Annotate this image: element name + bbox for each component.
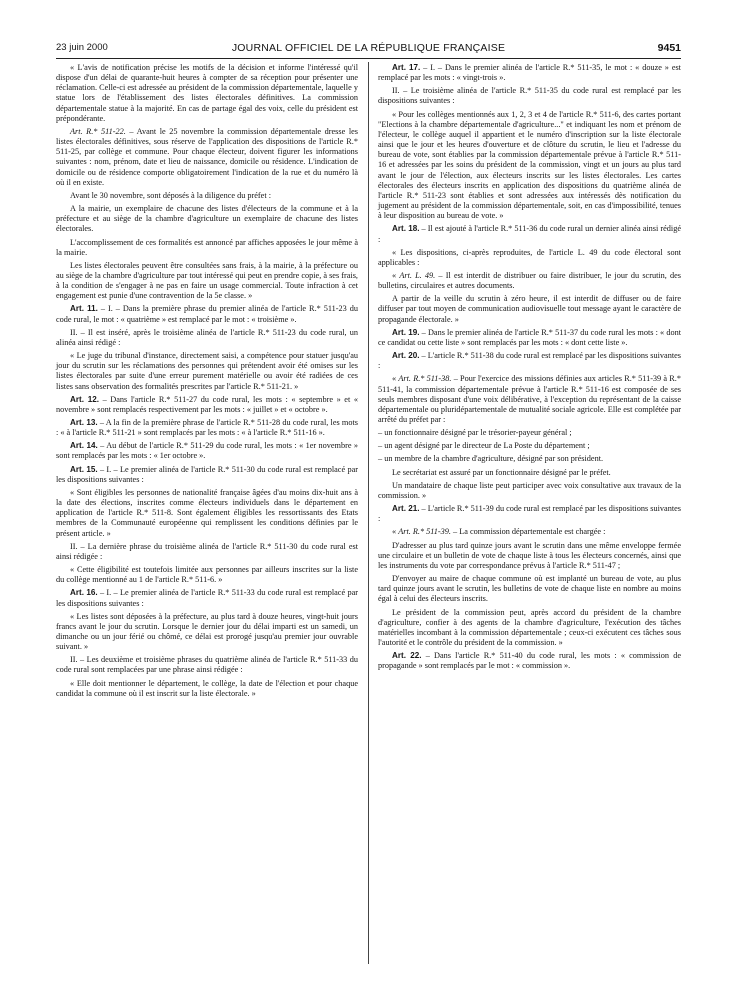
paragraph: Un mandataire de chaque liste peut participer avec voix consultative aux travaux de la commission. » (378, 480, 681, 500)
paragraph: « Elle doit mentionner le département, le collège, la date de l'élection et pour chaque candidat la commune où il est inscrit sur la liste électorale. » (56, 678, 358, 698)
paragraph: « Art. R.* 511-39. – La commission départementale est chargée : (392, 527, 606, 537)
page-number: 9451 (657, 42, 681, 54)
paragraph: Le président de la commission peut, après accord du président de la chambre d'agriculture, confier à des agents de la chambre d'agriculture, l'exécution des tâches matérielles incombant à la commission départementale ; ceux-ci exécutent ces tâches sous l'autorité et le contrôle du président de la commission. » (378, 607, 681, 647)
list-item: – un agent désigné par le directeur de La Poste du département ; (378, 441, 590, 451)
article-paragraph: Art. 21. – L'article R.* 511-39 du code rural est remplacé par les dispositions suivantes : (378, 504, 681, 524)
left-column (56, 63, 358, 702)
paragraph: « Sont éligibles les personnes de nationalité française âgées d'au moins dix-huit ans à la date des élections, inscrites comme électeurs individuels dans le département en application de l'article R.* 511-8. Sont également éligibles les ressortissants des Etats membres de la Communauté européenne qui remplissent les conditions définies par le présent article. » (56, 487, 358, 538)
page-header (56, 42, 681, 56)
article-paragraph: Art. 13. – A la fin de la première phrase de l'article R.* 511-28 du code rural, les mots : « à l'article R.* 511-21 » sont remplacés par les mots : « à l'article R.* 511-16 ». (56, 418, 358, 438)
paragraph: « Pour les collèges mentionnés aux 1, 2, 3 et 4 de l'article R.* 511-6, des cartes portant "Elections à la chambre départementale d'agriculture..." et indiquant les nom et prénom de l'électeur, le collège auquel il appartient et le numéro d'inscription sur la liste électorale ainsi que le jour et les heures d'ouverture et de clôture du scrutin, le lieu et l'adresse du bureau de vote, sont établies par la commission départementale prévue à l'article R.* 511-16 et adressées par les soins du président de la commission, vingt et un jours au plus tard avant le jour de l'élection, aux électeurs inscrits sur les listes électorales. Les cartes électorales des électeurs inscrits en application des dispositions du quatrième alinéa de l'article R.* 511-23 sont établies et sont adressées aux intéressés dès notification du jugement au président de la commission départementale, soit, en cas d'impossibilité, tenues à leur disposition au bureau de vote. » (378, 109, 681, 221)
paragraph: Art. R.* 511-22. – Avant le 25 novembre la commission départementale dresse les listes électorales définitives, sous réserve de l'application des dispositions de l'article R.* 511-25, par collège et commune. Pour chaque électeur, doivent figurer les informations suivantes : nom, prénom, date et lieu de naissance, domicile ou résidence. L'indication de domicile ou de résidence comporte obligatoirement l'indication de la rue et du numéro là où il en existe. (56, 126, 358, 187)
paragraph: Les listes électorales peuvent être consultées sans frais, à la mairie, à la préfecture ou au siège de la chambre d'agriculture par tout intéressé qui peut en prendre copie, à ses frais, à la condition de s'engager à ne pas en faire un usage commercial. Toute infraction à cet engagement est punie d'une contravention de la 5e classe. » (56, 260, 358, 301)
article-paragraph: Art. 22. – Dans l'article R.* 511-40 du code rural, les mots : « commission de propagande » sont remplacés par le mot : « commission ». (378, 651, 681, 671)
paragraph: D'adresser au plus tard quinze jours avant le scrutin dans une même enveloppe fermée une circulaire et un bulletin de vote de chaque liste à tous les électeurs concernés, ainsi que les instruments du vote par correspondance prévus à l'article R.* 511-47 ; (378, 540, 681, 570)
paragraph: « Le juge du tribunal d'instance, directement saisi, a compétence pour statuer jusqu'au jour du scrutin sur les réclamations des personnes qui prétendent avoir été omises sur les listes électorales par suite d'une erreur purement matérielle ou avoir été radiées de ces listes sans observation des formalités prescrites par l'article R.* 511-21. » (56, 351, 358, 391)
paragraph: D'envoyer au maire de chaque commune où est implanté un bureau de vote, au plus tard quinze jours avant le scrutin, les bulletins de vote de chaque liste en nombre au moins égal à celui des électeurs inscrits. (378, 574, 681, 604)
issue-date: 23 juin 2000 (56, 42, 108, 53)
article-paragraph: Art. 17. – I. – Dans le premier alinéa de l'article R.* 511-35, le mot : « douze » est remplacé par les mots : « vingt-trois ». (378, 63, 681, 83)
column-divider (368, 62, 369, 964)
article-paragraph: Art. 19. – Dans le premier alinéa de l'article R.* 511-37 du code rural les mots : « dont ce candidat ou cette liste » sont remplacés par les mots : « dont cette liste ». (378, 327, 681, 347)
list-item: – un fonctionnaire désigné par le trésorier-payeur général ; (378, 428, 572, 438)
paragraph: II. – La dernière phrase du troisième alinéa de l'article R.* 511-30 du code rural est ainsi rédigée : (56, 541, 358, 561)
paragraph: « L'avis de notification précise les motifs de la décision et informe l'intéressé qu'il dispose d'un délai de quarante-huit heures à compter de sa réception pour présenter une réclamation. Celle-ci est adressée au président de la commission départementale, laquelle y statue lors de l'établissement des listes électorales définitives. La commission départementale statue à la majorité. En cas de partage égal des voix, celle du président est prépondérante. (56, 63, 358, 123)
article-paragraph: Art. 16. – I. – Le premier alinéa de l'article R.* 511-33 du code rural est remplacé par les dispositions suivantes : (56, 588, 358, 608)
paragraph: « Les listes sont déposées à la préfecture, au plus tard à douze heures, vingt-huit jours francs avant le jour du scrutin. Lorsque le dernier jour du délai imparti est un samedi, un dimanche ou un jour férié ou chômé, ce délai est prorogé jusqu'au premier jour ouvrable suivant. » (56, 611, 358, 652)
paragraph: « Les dispositions, ci-après reproduites, de l'article L. 49 du code électoral sont applicables : (378, 247, 681, 267)
journal-title: JOURNAL OFFICIEL DE LA RÉPUBLIQUE FRANÇAISE (231, 42, 506, 54)
article-paragraph: Art. 11. – I. – Dans la première phrase du premier alinéa de l'article R.* 511-23 du code rural, le mot : « quatrième » est remplacé par le mot : « troisième ». (56, 304, 358, 324)
paragraph: « Cette éligibilité est toutefois limitée aux personnes par ailleurs inscrites sur la liste du collège mentionné au 1 de l'article R.* 511-6. » (56, 565, 358, 585)
list-item: – un membre de la chambre d'agriculture, désigné par son président. (378, 454, 604, 464)
paragraph: Avant le 30 novembre, sont déposés à la diligence du préfet : (70, 190, 271, 200)
article-paragraph: Art. 12. – Dans l'article R.* 511-27 du code rural, les mots : « septembre » et « novembre » sont remplacés respectivement par les mots : « juillet » et « octobre ». (56, 394, 358, 414)
paragraph: « Art. R.* 511-38. – Pour l'exercice des missions définies aux articles R.* 511-39 à R.* 511-41, la commission départementale prévue à l'article R.* 511-16 est composée de ses seuls membres disposant d'une voix délibérative, à l'exception du représentant de la caisse départementale ou pluridépartementale de mutualité sociale agricole. Elle est complétée par arrêté du préfet par : (378, 374, 681, 424)
article-paragraph: Art. 15. – I. – Le premier alinéa de l'article R.* 511-30 du code rural est remplacé par les dispositions suivantes : (56, 464, 358, 484)
paragraph: Le secrétariat est assuré par un fonctionnaire désigné par le préfet. (392, 467, 611, 477)
article-paragraph: Art. 18. – Il est ajouté à l'article R.* 511-36 du code rural un dernier alinéa ainsi rédigé : (378, 224, 681, 244)
header-rule (56, 58, 681, 59)
paragraph: « Art. L. 49. – Il est interdit de distribuer ou faire distribuer, le jour du scrutin, des bulletins, circulaires et autres documents. (378, 270, 682, 291)
paragraph: A la mairie, un exemplaire de chacune des listes d'électeurs de la commune et à la préfecture et au siège de la chambre d'agriculture un exemplaire de chacune des listes électorales. (56, 204, 358, 234)
paragraph: II. – Les deuxième et troisième phrases du quatrième alinéa de l'article R.* 511-33 du code rural sont remplacées par une phrase ainsi rédigée : (56, 655, 358, 675)
article-paragraph: Art. 20. – L'article R.* 511-38 du code rural est remplacé par les dispositions suivantes : (378, 351, 681, 371)
article-paragraph: Art. 14. – Au début de l'article R.* 511-29 du code rural, les mots : « 1er novembre » sont remplacés par les mots : « 1er octobre ». (56, 441, 358, 461)
paragraph: L'accomplissement de ces formalités est annoncé par affiches apposées le jour même à la mairie. (56, 237, 358, 257)
paragraph: A partir de la veille du scrutin à zéro heure, il est interdit de diffuser ou de faire diffuser par tout moyen de communication audiovisuelle tout message ayant le caractère de propagande électorale. » (378, 294, 681, 324)
paragraph: II. – Le troisième alinéa de l'article R.* 511-35 du code rural est remplacé par les dispositions suivantes : (378, 86, 681, 106)
paragraph: II. – Il est inséré, après le troisième alinéa de l'article R.* 511-23 du code rural, un alinéa ainsi rédigé : (56, 327, 358, 347)
right-column (378, 63, 681, 674)
